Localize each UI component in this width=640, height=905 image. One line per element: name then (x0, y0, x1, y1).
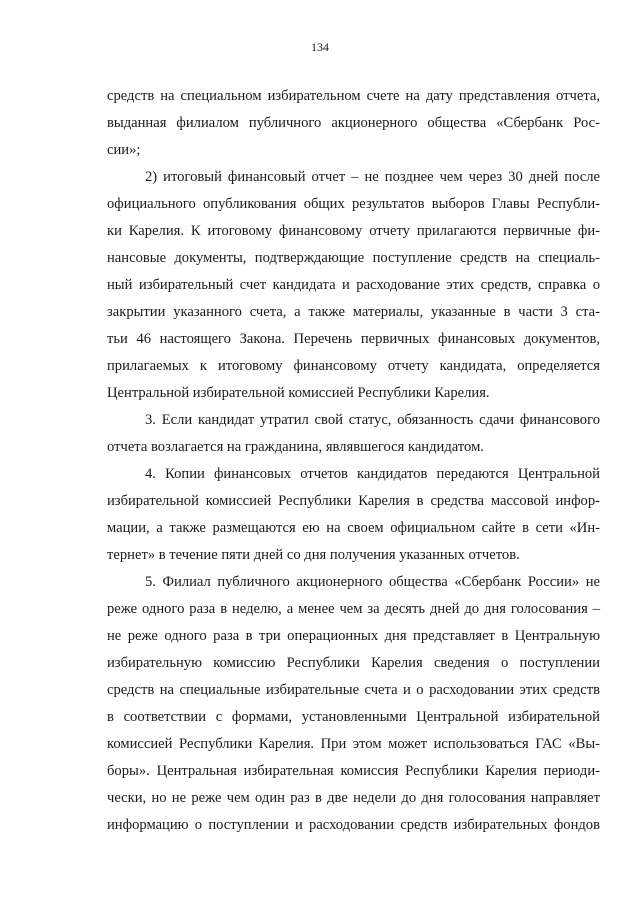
text-line: выданная филиалом публичного акционерного общества «Сбербанк Рос- (107, 115, 600, 131)
text-line: средств на специальном избирательном счете на дату представления отчета, (107, 88, 600, 104)
text-line: боры». Центральная избирательная комиссия Республики Карелия периоди- (107, 763, 600, 779)
text-line: мации, а также размещаются ею на своем официальном сайте в сети «Ин- (107, 520, 600, 536)
text-line: ки Карелия. К итоговому финансовому отчету прилагаются первичные фи- (107, 223, 600, 239)
text-line: не реже одного раза в три операционных дня представляет в Центральную (107, 628, 600, 644)
text-line: реже одного раза в неделю, а менее чем за десять дней до дня голосования – (107, 601, 600, 617)
text-line: средств на специальные избирательные счета и о расходовании этих средств (107, 682, 600, 698)
text-line: ный избирательный счет кандидата и расходование этих средств, справка о (107, 277, 600, 293)
text-line: избирательную комиссию Республики Карелия сведения о поступлении (107, 655, 600, 671)
text-line: 4. Копии финансовых отчетов кандидатов передаются Центральной (145, 466, 600, 482)
text-line: нансовые документы, подтверждающие поступление средств на специаль- (107, 250, 600, 266)
text-line: закрытии указанного счета, а также материалы, указанные в части 3 ста- (107, 304, 600, 320)
text-line: тьи 46 настоящего Закона. Перечень первичных финансовых документов, (107, 331, 600, 347)
text-line: официального опубликования общих результатов выборов Главы Республи- (107, 196, 600, 212)
text-line: 2) итоговый финансовый отчет – не позднее чем через 30 дней после (145, 169, 600, 185)
text-line: 3. Если кандидат утратил свой статус, обязанность сдачи финансового (145, 412, 600, 428)
page-number: 134 (311, 40, 329, 54)
text-line: в соответствии с формами, установленными Центральной избирательной (107, 709, 600, 725)
text-line: комиссией Республики Карелия. При этом может использоваться ГАС «Вы- (107, 736, 600, 752)
text-line: Центральной избирательной комиссией Республики Карелия. (107, 385, 490, 401)
text-line: сии»; (107, 142, 141, 158)
text-line: прилагаемых к итоговому финансовому отчету кандидата, определяется (107, 358, 600, 374)
text-line: отчета возлагается на гражданина, являвшегося кандидатом. (107, 439, 484, 455)
text-line: информацию о поступлении и расходовании средств избирательных фондов (107, 817, 600, 833)
text-line: чески, но не реже чем один раз в две недели до дня голосования направляет (107, 790, 600, 806)
text-line: 5. Филиал публичного акционерного общества «Сбербанк России» не (145, 574, 600, 590)
text-line: избирательной комиссией Республики Карелия в средства массовой инфор- (107, 493, 600, 509)
text-line: тернет» в течение пяти дней со дня получения указанных отчетов. (107, 547, 520, 563)
